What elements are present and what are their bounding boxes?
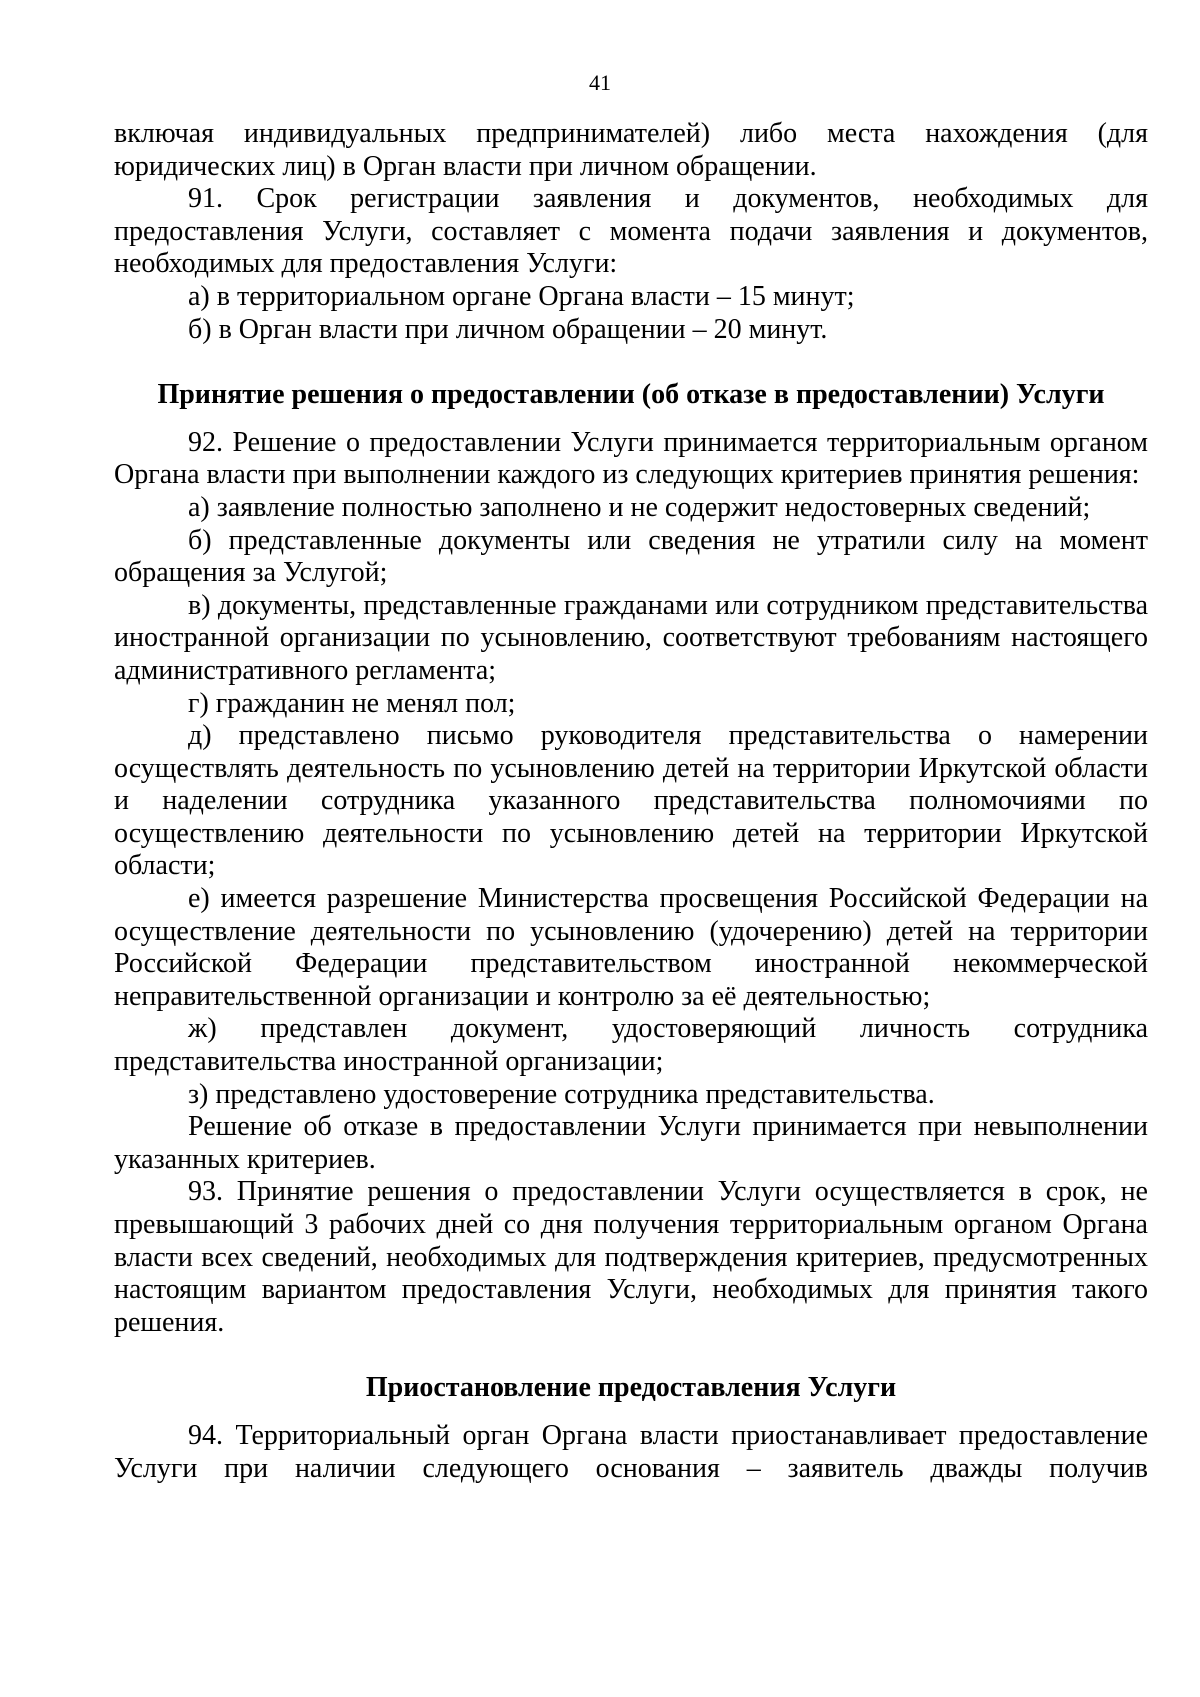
list-item-92b: б) представленные документы или сведения не утратили силу на момент обращения за Услугой; [114, 524, 1148, 589]
list-item-92z: з) представлено удостоверение сотрудника представительства. [188, 1078, 935, 1110]
paragraph-94: 94. Территориальный орган Органа власти приостанавливает предоставление Услуги при наличии следующего основания – заявитель дважды получив [114, 1419, 1148, 1484]
paragraph-91: 91. Срок регистрации заявления и документов, необходимых для предоставления Услуги, составляет с момента подачи заявления и документов, необходимых для предоставления Услуги: [114, 183, 1148, 280]
list-item-92a: а) заявление полностью заполнено и не содержит недостоверных сведений; [188, 491, 1091, 523]
section-heading-decision: Принятие решения о предоставлении (об отказе в предоставлении) Услуги [157, 379, 1105, 411]
paragraph-continuation: включая индивидуальных предпринимателей) либо места нахождения (для юридических лиц) в Орган власти при личном обращении. [114, 118, 1148, 182]
list-item-92g: г) гражданин не менял пол; [188, 687, 516, 719]
page-number: 41 [589, 70, 611, 95]
paragraph-refusal: Решение об отказе в предоставлении Услуги принимается при невыполнении указанных критериев. [114, 1111, 1148, 1175]
list-item-91b: б) в Орган власти при личном обращении – 20 минут. [188, 313, 828, 345]
list-item-92d: д) представлено письмо руководителя представительства о намерении осуществлять деятельность по усыновлению детей на территории Иркутской области и наделении сотрудника указанного представительства полномочиями по осуществлению деятельности по усыновлению детей на территории Иркутской области; [114, 720, 1148, 882]
paragraph-93: 93. Принятие решения о предоставлении Услуги осуществляется в срок, не превышающий 3 рабочих дней со дня получения территориальным органом Органа власти всех сведений, необходимых для подтверждения критериев, предусмотренных настоящим вариантом предоставления Услуги, необходимых для принятия такого решения. [114, 1176, 1148, 1338]
document-body [114, 118, 1148, 1485]
list-item-92zh: ж) представлен документ, удостоверяющий личность сотрудника представительства иностранной организации; [114, 1013, 1148, 1078]
section-heading-suspension: Приостановление предоставления Услуги [365, 1372, 897, 1404]
list-item-91a: а) в территориальном органе Органа власти – 15 минут; [188, 280, 855, 312]
list-item-92e: е) имеется разрешение Министерства просвещения Российской Федерации на осуществление деятельности по усыновлению (удочерению) детей на территории Российской Федерации представительством иностранной некоммерческой неправительственной организации и контролю за её деятельностью; [114, 883, 1148, 1012]
list-item-92v: в) документы, представленные гражданами или сотрудником представительства иностранной организации по усыновлению, соответствуют требованиям настоящего административного регламента; [114, 589, 1148, 686]
paragraph-92: 92. Решение о предоставлении Услуги принимается территориальным органом Органа власти при выполнении каждого из следующих критериев принятия решения: [114, 426, 1148, 491]
